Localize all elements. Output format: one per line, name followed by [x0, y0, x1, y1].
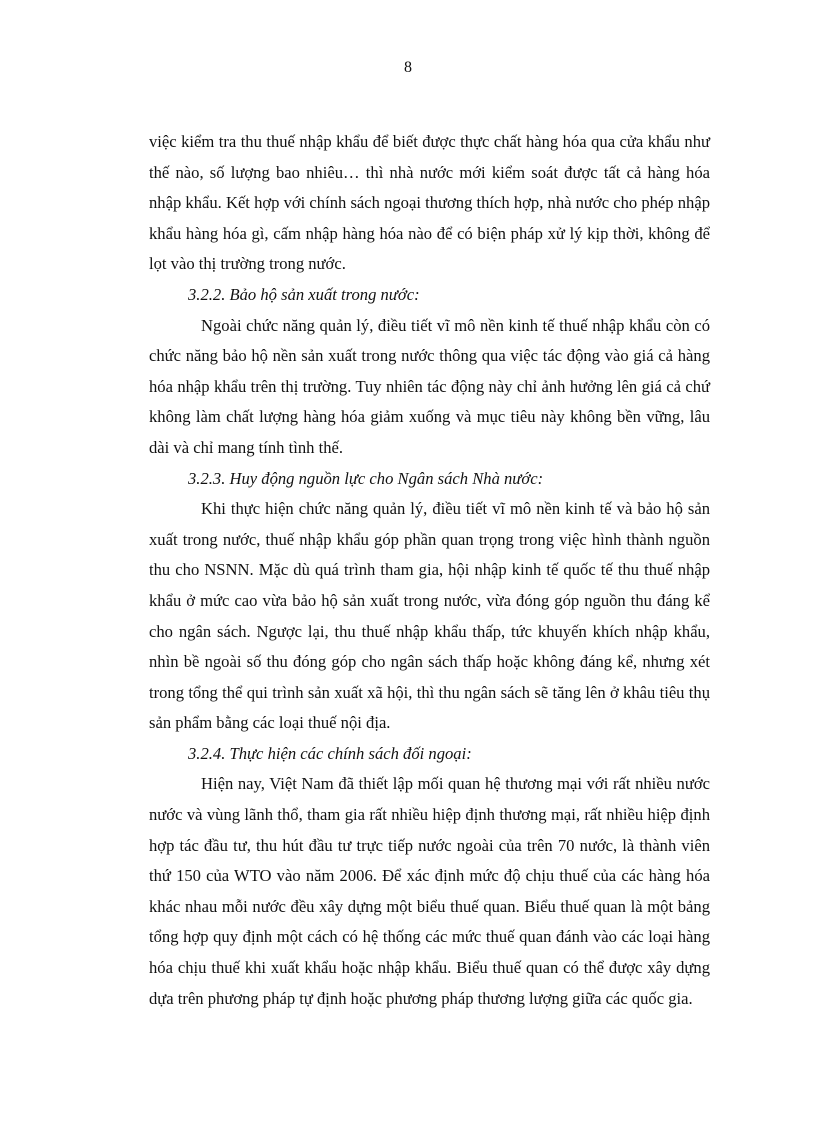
paragraph-domestic-protection: Ngoài chức năng quản lý, điều tiết vĩ mô nền kinh tế thuế nhập khẩu còn có chức năng bảo hộ nền sản xuất trong nước thông qua việc tác động vào giá cả hàng hóa nhập khẩu trên thị trường. Tuy nhiên tác động này chỉ ảnh hưởng lên giá cả chứ không làm chất lượng hàng hóa giảm xuống và mục tiêu này không bền vững, lâu dài và chỉ mang tính tình thế.	[149, 315, 710, 457]
paragraph-state-budget: Khi thực hiện chức năng quản lý, điều tiết vĩ mô nền kinh tế và bảo hộ sản xuất trong nước, thuế nhập khẩu góp phần quan trọng trong việc hình thành nguồn thu cho NSNN. Mặc dù quá trình tham gia, hội nhập kinh tế quốc tế thu thuế nhập khẩu ở mức cao vừa bảo hộ sản xuất trong nước, vừa đóng góp nguồn thu đáng kể cho ngân sách. Ngược lại, thu thuế nhập khẩu thấp, tức khuyến khích nhập khẩu, nhìn bề ngoài số thu đóng góp cho ngân sách thấp hoặc không đáng kể, nhưng xét trong tổng thể qui trình sản xuất xã hội, thì thu ngân sách sẽ tăng lên ở khâu tiêu thụ sản phẩm bằng các loại thuế nội địa.	[149, 499, 710, 733]
paragraph-import-control: việc kiểm tra thu thuế nhập khẩu để biết được thực chất hàng hóa qua cửa khẩu như thế nào, số lượng bao nhiêu… thì nhà nước mới kiểm soát được tất cả hàng hóa nhập khẩu. Kết hợp với chính sách ngoại thương thích hợp, nhà nước cho phép nhập khẩu hàng hóa gì, cấm nhập hàng hóa nào để có biện pháp xử lý kịp thời, không để lọt vào thị trường trong nước.	[149, 132, 710, 274]
section-heading-3-2-4: 3.2.4. Thực hiện các chính sách đối ngoại:	[188, 743, 472, 763]
page-number: 8	[404, 59, 412, 76]
document-body	[149, 127, 710, 1014]
section-heading-3-2-3: 3.2.3. Huy động nguồn lực cho Ngân sách Nhà nước:	[188, 468, 544, 488]
paragraph-foreign-policy: Hiện nay, Việt Nam đã thiết lập mối quan hệ thương mại với rất nhiều nước nước và vùng lãnh thổ, tham gia rất nhiều hiệp định thương mại, rất nhiều hiệp định hợp tác đầu tư, thu hút đầu tư trực tiếp nước ngoài của trên 70 nước, là thành viên thứ 150 của WTO vào năm 2006. Để xác định mức độ chịu thuế của các hàng hóa khác nhau mỗi nước đều xây dựng một biểu thuế quan. Biểu thuế quan là một bảng tổng hợp quy định một cách có hệ thống các mức thuế quan đánh vào các loại hàng hóa chịu thuế khi xuất khẩu hoặc nhập khẩu. Biểu thuế quan có thể được xây dựng dựa trên phương pháp tự định hoặc phương pháp thương lượng giữa các quốc gia.	[149, 774, 710, 1008]
section-heading-3-2-2: 3.2.2. Bảo hộ sản xuất trong nước:	[188, 284, 420, 304]
